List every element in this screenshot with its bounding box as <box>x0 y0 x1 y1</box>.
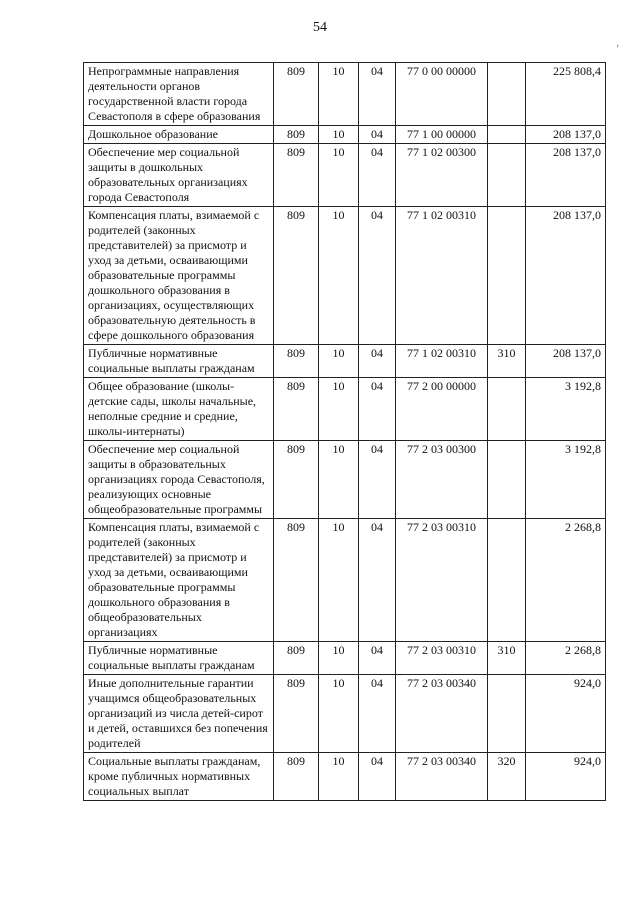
section-code-cell: 10 <box>319 642 359 675</box>
section-code-cell: 10 <box>319 378 359 441</box>
item-name-cell: Социальные выплаты гражданам, кроме публичных нормативных социальных выплат <box>84 753 274 801</box>
target-article-cell: 77 1 02 00310 <box>396 207 488 345</box>
section-code-cell: 10 <box>319 144 359 207</box>
item-name-cell: Публичные нормативные социальные выплаты гражданам <box>84 345 274 378</box>
item-name-cell: Непрограммные направления деятельности органов государственной власти города Севастополя в сфере образования <box>84 63 274 126</box>
expense-type-cell <box>488 207 526 345</box>
section-code-cell: 10 <box>319 753 359 801</box>
amount-cell: 208 137,0 <box>526 126 606 144</box>
table-row <box>84 753 606 801</box>
page-number: 54 <box>313 20 327 35</box>
expense-type-cell <box>488 441 526 519</box>
target-article-cell: 77 1 00 00000 <box>396 126 488 144</box>
subsection-code-cell: 04 <box>359 642 396 675</box>
subsection-code-cell: 04 <box>359 753 396 801</box>
ministry-code-cell: 809 <box>274 378 319 441</box>
amount-cell: 924,0 <box>526 753 606 801</box>
item-name-cell: Дошкольное образование <box>84 126 274 144</box>
item-name-cell: Общее образование (школы-детские сады, школы начальные, неполные средние и средние, школы-интернаты) <box>84 378 274 441</box>
amount-cell: 225 808,4 <box>526 63 606 126</box>
ministry-code-cell: 809 <box>274 126 319 144</box>
item-name-cell: Компенсация платы, взимаемой с родителей (законных представителей) за присмотр и уход за детьми, осваивающими образовательные программы дошкольного образования в организациях, осуществляющих образовательную деятельность в сфере дошкольного образования <box>84 207 274 345</box>
target-article-cell: 77 0 00 00000 <box>396 63 488 126</box>
expense-type-cell <box>488 519 526 642</box>
subsection-code-cell: 04 <box>359 378 396 441</box>
table-row <box>84 126 606 144</box>
table-row <box>84 144 606 207</box>
table-body <box>84 63 606 801</box>
expense-type-cell <box>488 378 526 441</box>
subsection-code-cell: 04 <box>359 207 396 345</box>
ministry-code-cell: 809 <box>274 753 319 801</box>
item-name-cell: Компенсация платы, взимаемой с родителей (законных представителей) за присмотр и уход за детьми, осваивающими образовательные программы дошкольного образования в общеобразовательных организациях <box>84 519 274 642</box>
corner-mark: ’ <box>616 44 620 55</box>
expense-type-cell <box>488 144 526 207</box>
ministry-code-cell: 809 <box>274 345 319 378</box>
target-article-cell: 77 2 03 00310 <box>396 519 488 642</box>
target-article-cell: 77 2 03 00340 <box>396 753 488 801</box>
expense-type-cell <box>488 63 526 126</box>
budget-table <box>83 62 606 801</box>
table-row <box>84 519 606 642</box>
section-code-cell: 10 <box>319 345 359 378</box>
subsection-code-cell: 04 <box>359 441 396 519</box>
ministry-code-cell: 809 <box>274 675 319 753</box>
ministry-code-cell: 809 <box>274 144 319 207</box>
table-row <box>84 207 606 345</box>
section-code-cell: 10 <box>319 675 359 753</box>
amount-cell: 208 137,0 <box>526 144 606 207</box>
target-article-cell: 77 1 02 00300 <box>396 144 488 207</box>
section-code-cell: 10 <box>319 126 359 144</box>
subsection-code-cell: 04 <box>359 345 396 378</box>
subsection-code-cell: 04 <box>359 675 396 753</box>
section-code-cell: 10 <box>319 441 359 519</box>
subsection-code-cell: 04 <box>359 126 396 144</box>
item-name-cell: Обеспечение мер социальной защиты в образовательных организациях города Севастополя, реализующих основные общеобразовательные программы <box>84 441 274 519</box>
table-row <box>84 63 606 126</box>
expense-type-cell: 320 <box>488 753 526 801</box>
amount-cell: 2 268,8 <box>526 519 606 642</box>
amount-cell: 924,0 <box>526 675 606 753</box>
expense-type-cell <box>488 126 526 144</box>
ministry-code-cell: 809 <box>274 63 319 126</box>
amount-cell: 208 137,0 <box>526 207 606 345</box>
ministry-code-cell: 809 <box>274 441 319 519</box>
subsection-code-cell: 04 <box>359 144 396 207</box>
section-code-cell: 10 <box>319 63 359 126</box>
table-row <box>84 642 606 675</box>
table-row <box>84 441 606 519</box>
table-row <box>84 378 606 441</box>
amount-cell: 3 192,8 <box>526 378 606 441</box>
section-code-cell: 10 <box>319 207 359 345</box>
ministry-code-cell: 809 <box>274 207 319 345</box>
ministry-code-cell: 809 <box>274 519 319 642</box>
item-name-cell: Иные дополнительные гарантии учащимся общеобразовательных организаций из числа детей-сирот и детей, оставшихся без попечения родителей <box>84 675 274 753</box>
target-article-cell: 77 2 03 00300 <box>396 441 488 519</box>
target-article-cell: 77 2 00 00000 <box>396 378 488 441</box>
amount-cell: 208 137,0 <box>526 345 606 378</box>
subsection-code-cell: 04 <box>359 519 396 642</box>
amount-cell: 2 268,8 <box>526 642 606 675</box>
expense-type-cell: 310 <box>488 642 526 675</box>
table-row <box>84 675 606 753</box>
target-article-cell: 77 2 03 00340 <box>396 675 488 753</box>
table-row <box>84 345 606 378</box>
target-article-cell: 77 1 02 00310 <box>396 345 488 378</box>
ministry-code-cell: 809 <box>274 642 319 675</box>
item-name-cell: Обеспечение мер социальной защиты в дошкольных образовательных организациях города Севастополя <box>84 144 274 207</box>
amount-cell: 3 192,8 <box>526 441 606 519</box>
subsection-code-cell: 04 <box>359 63 396 126</box>
target-article-cell: 77 2 03 00310 <box>396 642 488 675</box>
item-name-cell: Публичные нормативные социальные выплаты гражданам <box>84 642 274 675</box>
section-code-cell: 10 <box>319 519 359 642</box>
expense-type-cell: 310 <box>488 345 526 378</box>
expense-type-cell <box>488 675 526 753</box>
